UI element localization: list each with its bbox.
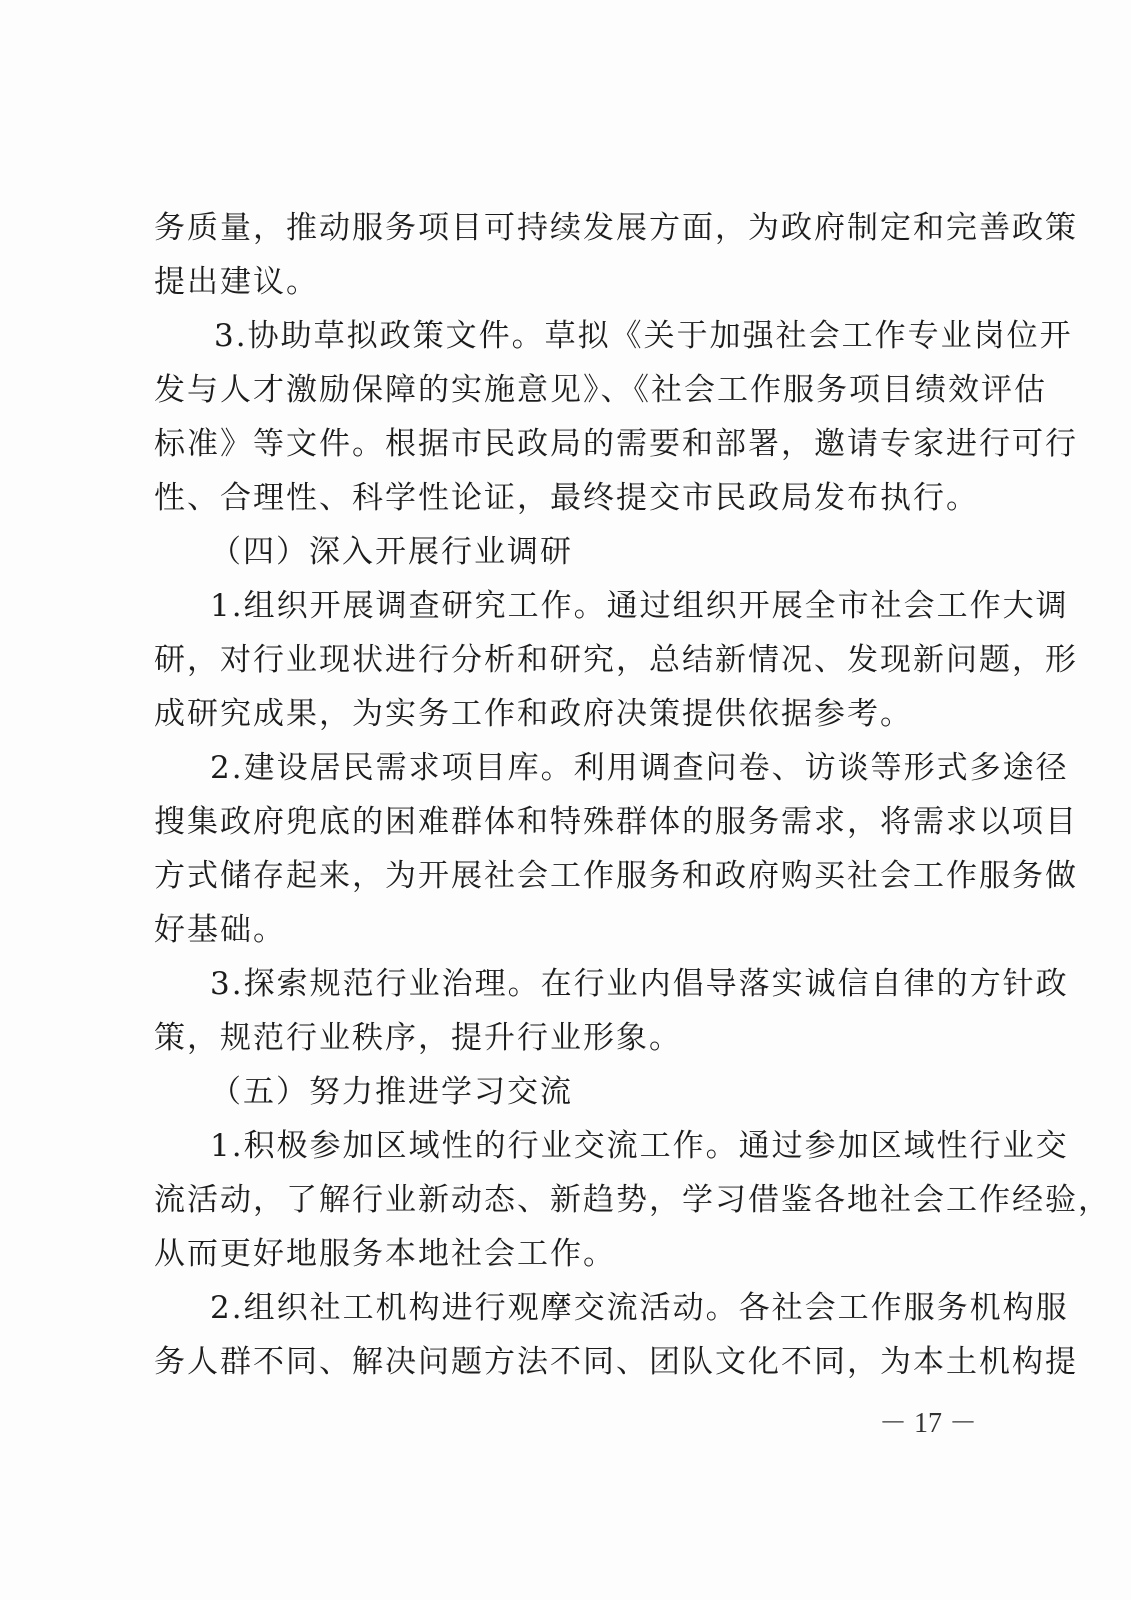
paragraph-line: 1.积极参加区域性的行业交流工作。通过参加区域性行业交	[210, 1128, 1069, 1164]
paragraph-line: 方式储存起来，为开展社会工作服务和政府购买社会工作服务做	[154, 858, 1078, 894]
paragraph-line: 提出建议。	[154, 264, 319, 300]
paragraph-line: 流活动，了解行业新动态、新趋势，学习借鉴各地社会工作经验，	[154, 1182, 1111, 1218]
page-number: － 17 －	[878, 1408, 977, 1439]
paragraph-line: 研，对行业现状进行分析和研究，总结新情况、发现新问题，形	[154, 642, 1078, 678]
paragraph-line: 务质量，推动服务项目可持续发展方面，为政府制定和完善政策	[154, 210, 1078, 246]
paragraph-line: 3.协助草拟政策文件。草拟《关于加强社会工作专业岗位开	[214, 318, 1073, 354]
paragraph-line: 从而更好地服务本地社会工作。	[154, 1236, 616, 1272]
paragraph-line: 1.组织开展调查研究工作。通过组织开展全市社会工作大调	[210, 588, 1069, 624]
paragraph-line: 2.组织社工机构进行观摩交流活动。各社会工作服务机构服	[210, 1290, 1069, 1326]
paragraph-line: 策，规范行业秩序，提升行业形象。	[154, 1020, 682, 1056]
paragraph-line: 务人群不同、解决问题方法不同、团队文化不同，为本土机构提	[154, 1344, 1078, 1380]
paragraph-line: 成研究成果，为实务工作和政府决策提供依据参考。	[154, 696, 913, 732]
paragraph-line: 3.探索规范行业治理。在行业内倡导落实诚信自律的方针政	[210, 966, 1069, 1002]
paragraph-line: 性、合理性、科学性论证，最终提交市民政局发布执行。	[154, 480, 979, 516]
paragraph-line: 2.建设居民需求项目库。利用调查问卷、访谈等形式多途径	[210, 750, 1069, 786]
paragraph-line: 标准》等文件。根据市民政局的需要和部署，邀请专家进行可行	[154, 426, 1078, 462]
section-heading: （五）努力推进学习交流	[210, 1074, 573, 1110]
paragraph-line: 好基础。	[154, 912, 286, 948]
paragraph-line: 搜集政府兜底的困难群体和特殊群体的服务需求，将需求以项目	[154, 804, 1078, 840]
paragraph-line: 发与人才激励保障的实施意见》、《社会工作服务项目绩效评估	[154, 372, 1047, 408]
section-heading: （四）深入开展行业调研	[210, 534, 573, 570]
